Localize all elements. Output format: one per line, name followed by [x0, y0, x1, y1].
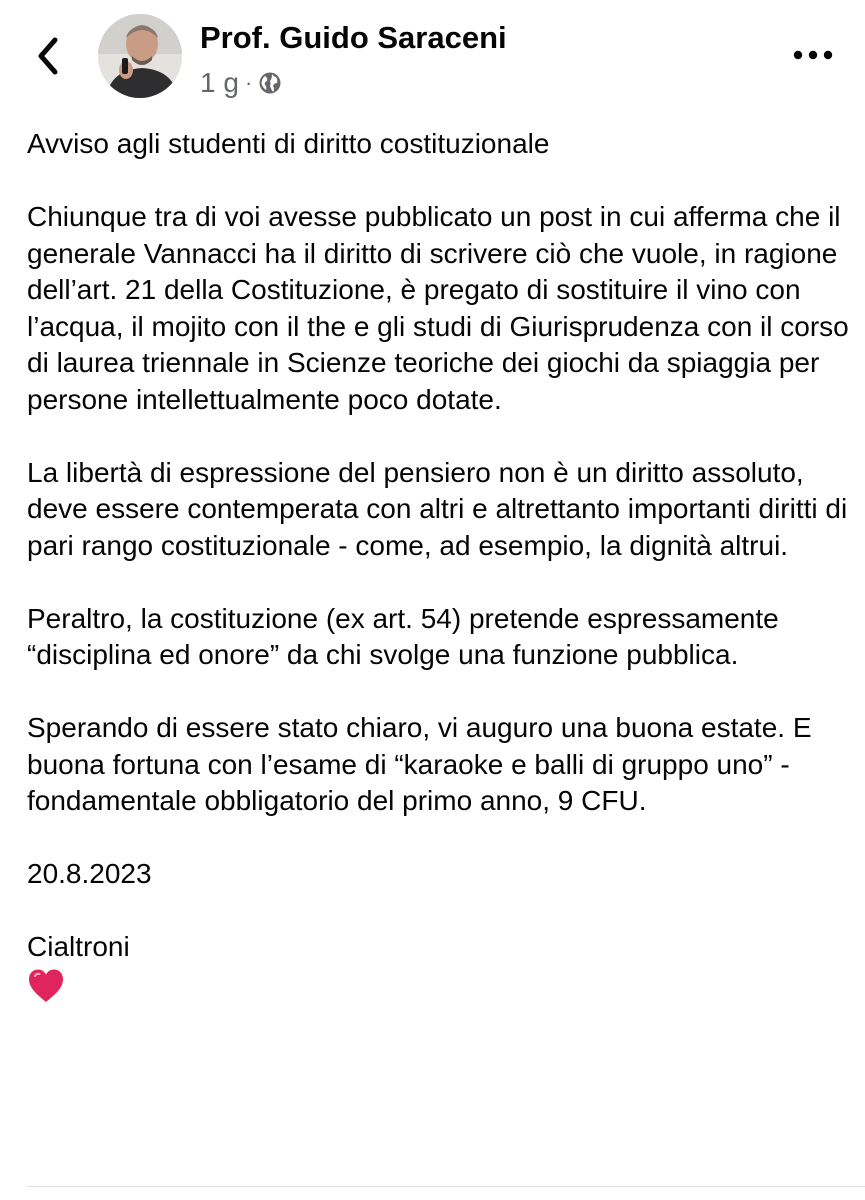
- post-divider: [27, 1186, 865, 1187]
- chevron-left-icon: [35, 36, 61, 76]
- more-options-button[interactable]: [791, 38, 835, 72]
- post-paragraph-2: La libertà di espressione del pensiero non è un diritto assoluto, deve essere contemperata con altri e altrettanto importanti diritti di pari rango costituzionale - come, ad esempio, la dignità altrui.: [27, 456, 848, 561]
- meta-separator: ·: [244, 70, 253, 95]
- post-text: [27, 126, 859, 1004]
- post-meta: [200, 66, 282, 100]
- post-header: [0, 0, 865, 120]
- post-closing: Cialtroni: [27, 931, 130, 962]
- post-timestamp[interactable]: 1 g: [200, 67, 239, 98]
- author-name[interactable]: Prof. Guido Saraceni: [200, 20, 507, 55]
- avatar[interactable]: [98, 14, 182, 98]
- post-paragraph-3: Peraltro, la costituzione (ex art. 54) pretende espressamente “disciplina ed onore” da chi svolge una funzione pubblica.: [27, 602, 779, 670]
- post-paragraph-notice: Avviso agli studenti di diritto costituzionale: [27, 128, 550, 159]
- back-button[interactable]: [28, 34, 68, 78]
- post-date: 20.8.2023: [27, 858, 152, 889]
- post-paragraph-1: Chiunque tra di voi avesse pubblicato un post in cui afferma che il generale Vannacci ha il diritto di scrivere ciò che vuole, in ragione dell’art. 21 della Costituzione, è pregato di sostituire il vino con l’acqua, il mojito con il the e gli studi di Giurisprudenza con il corso di laurea triennale in Scienze teoriche dei giochi da spiaggia per persone intellettualmente poco dotate.: [27, 201, 849, 415]
- post-paragraph-4: Sperando di essere stato chiaro, vi auguro una buona estate. E buona fortuna con l’esame di “karaoke e balli di gruppo uno” - fondamentale obbligatorio del primo anno, 9 CFU.: [27, 712, 812, 816]
- globe-icon: [258, 71, 282, 95]
- red-heart-icon: [27, 968, 65, 1004]
- more-horizontal-icon: [793, 50, 833, 60]
